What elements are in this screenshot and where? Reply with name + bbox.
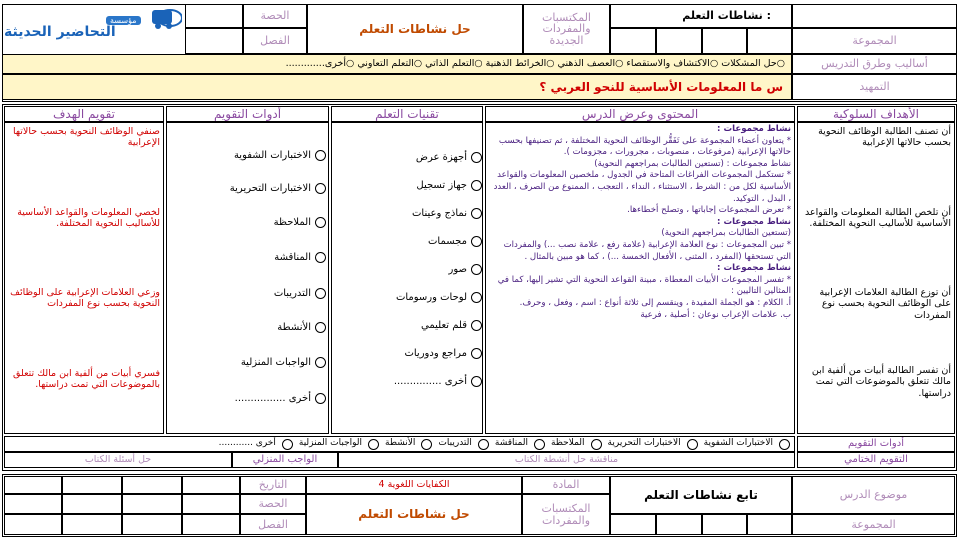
footer-title: حل نشاطات التعلم <box>306 494 522 535</box>
tools-column <box>166 122 329 434</box>
radio-circle-icon[interactable] <box>315 183 326 194</box>
logo-small-text: مؤسسة <box>106 16 141 25</box>
radio-circle-icon[interactable] <box>591 439 602 450</box>
methods-label: أساليب وطرق التدريس <box>792 54 957 74</box>
empty-cell <box>4 514 62 535</box>
techniques-column <box>331 122 483 434</box>
subject-label: المادة <box>522 476 610 494</box>
empty-cell <box>62 514 122 535</box>
empty-cell <box>182 494 240 514</box>
radio-circle-icon[interactable] <box>315 217 326 228</box>
content-line: (تستعين الطالبات بمراجعهم النحوية) <box>661 228 791 239</box>
empty-cell <box>122 476 182 494</box>
assessment-item: لخصي المعلومات والقواعد الأساسية للأساليب النحوية المختلفة. <box>17 207 160 230</box>
radio-circle-icon[interactable] <box>471 152 482 163</box>
content-line: * تبين المجموعات : نوع العلامة الإعرابية (علامة رفع ، علامة نصب ...) والمفردات التي تستحقها (المفرد ، المثنى ، الأفعال الخمسة ...) ، كما هو مبين بالمثال . <box>503 239 791 262</box>
methods-options: ○حل المشكلات ○الاكتشاف والاستقصاء ○العصف الذهني ○الخرائط الذهنية ○التعلم الذاتي ○التعلم التعاوني ○أخرى............. <box>2 54 792 74</box>
radio-circle-icon[interactable] <box>471 208 482 219</box>
intro-label: التمهيد <box>792 74 957 100</box>
empty-cell <box>792 4 957 28</box>
techniques-header: تقنيات التعلم <box>331 106 483 122</box>
homework-label: الواجب المنزلي <box>232 452 338 468</box>
content-line: نشاط مجموعات : <box>717 124 791 134</box>
tool-option[interactable]: الملاحظة <box>274 217 326 228</box>
technique-option[interactable]: مجسمات <box>428 236 482 247</box>
tool-option[interactable]: الأنشطة <box>277 322 326 333</box>
tools-header: أدوات التقويم <box>166 106 329 122</box>
bottom-tools-row: الاختبارات الشفوية الاختبارات التحريرية الملاحظة المناقشة التدريبات الأنشطة الواجبات المنزلية أخرى ............ <box>4 436 795 452</box>
footer-session-label: الحصة <box>240 494 306 514</box>
acquired-label: المكتسبات والمفردات الجديدة <box>523 4 610 54</box>
empty-cell <box>62 494 122 514</box>
objective-item: أن تفسر الطالبة أبيات من ألفية ابن مالك تتعلق بالموضوعات التي تمت دراستها. <box>811 365 951 399</box>
technique-option[interactable]: قلم تعليمي <box>421 320 482 331</box>
final-assessment-text: مناقشة حل أنشطة الكتاب <box>338 452 795 468</box>
content-line: * تستكمل المجموعات الفراغات المتاحة في الجدول ، ملخصين المعلومات والقواعد الأساسية لكل من : الشرط ، الاستثناء ، النداء ، التعجب ، الممنوع من الصرف ، العدد ، البدل ، التوكيد. <box>493 170 791 204</box>
footer-acquired-label: المكتسبات والمفردات <box>522 494 610 535</box>
empty-cell <box>122 514 182 535</box>
technique-option[interactable]: أخرى ............... <box>394 376 482 387</box>
bottom-tools-label: أدوات التقويم <box>797 436 955 452</box>
empty-cell <box>4 476 62 494</box>
radio-circle-icon[interactable] <box>687 439 698 450</box>
empty-cell <box>656 514 702 535</box>
radio-circle-icon[interactable] <box>282 439 293 450</box>
radio-circle-icon[interactable] <box>315 150 326 161</box>
assessment-item: فسري أبيات من ألفية ابن مالك تتعلق بالموضوعات التي تمت دراستها. <box>13 368 160 391</box>
content-line: * يتعاون أعضاء المجموعة على تَفَقُّر الوظائف النحوية المختلفة ، ثم تصنيفها بحسب حالاتها الإعرابية (مرفوعات ، منصوبات ، مجرورات ، مجزومات ). <box>498 135 791 158</box>
empty-cell <box>185 4 243 28</box>
tool-option[interactable]: الاختبارات الشفوية <box>234 150 326 161</box>
empty-cell <box>656 28 702 54</box>
radio-circle-icon[interactable] <box>534 439 545 450</box>
technique-option[interactable]: أجهزة عرض <box>416 152 482 163</box>
empty-cell <box>702 514 747 535</box>
content-line: ب. علامات الإعراب نوعان : أصلية ، فرعية <box>640 309 791 320</box>
session-label: الحصة <box>243 4 307 28</box>
empty-cell <box>122 494 182 514</box>
logo-title: التحاضير الحديثة <box>4 24 116 40</box>
content-line: أ. الكلام : هو الجملة المفيدة ، وينقسم إلى ثلاثة أنواع : اسم ، وفعل ، وحرف. <box>519 297 791 308</box>
content-line: نشاط مجموعات : <box>717 263 791 274</box>
radio-circle-icon[interactable] <box>471 264 482 275</box>
content-line: * تعرض المجموعات إجاباتها ، وتصلح أخطاءها. <box>627 205 791 216</box>
radio-circle-icon[interactable] <box>368 439 379 450</box>
book-label: الكفايات اللغوية 4 <box>306 476 522 494</box>
empty-cell <box>4 494 62 514</box>
content-header: المحتوى وعرض الدرس <box>485 106 795 122</box>
objective-item: أن تلخص الطالبة المعلومات والقواعد الأساسية للأساليب النحوية المختلفة. <box>804 207 951 230</box>
empty-cell <box>610 514 656 535</box>
footer-group-label: المجموعة <box>792 514 955 535</box>
content-line: * تفسر المجموعات الأبيات المعطاة ، مبينة القواعد النحوية التي تشير إليها، كما في المثالين التاليين : <box>497 274 791 297</box>
tool-option[interactable]: أخرى ................ <box>235 393 326 404</box>
empty-cell <box>185 28 243 54</box>
technique-option[interactable]: لوحات ورسومات <box>396 292 482 303</box>
class-label: الفصل <box>243 28 307 54</box>
radio-circle-icon[interactable] <box>315 288 326 299</box>
radio-circle-icon[interactable] <box>471 348 482 359</box>
radio-circle-icon[interactable] <box>471 292 482 303</box>
assessment-item: وزعي العلامات الإعرابية على الوظائف النحوية بحسب نوع المفردات <box>10 287 160 310</box>
tool-option[interactable]: التدريبات <box>274 288 326 299</box>
objectives-header: الأهداف السلوكية <box>797 106 955 122</box>
radio-circle-icon[interactable] <box>315 393 326 404</box>
empty-cell <box>747 28 792 54</box>
radio-circle-icon[interactable] <box>478 439 489 450</box>
technique-option[interactable]: صور <box>449 264 483 275</box>
footer-class-label: الفصل <box>240 514 306 535</box>
radio-circle-icon[interactable] <box>421 439 432 450</box>
date-label: التاريخ <box>240 476 306 494</box>
lesson-title: حل نشاطات التعلم <box>307 4 523 54</box>
technique-option[interactable]: نماذج وعينات <box>412 208 482 219</box>
radio-circle-icon[interactable] <box>779 439 790 450</box>
tool-option[interactable]: الاختبارات التحريرية <box>230 183 326 194</box>
radio-circle-icon[interactable] <box>471 320 482 331</box>
radio-circle-icon[interactable] <box>315 252 326 263</box>
assessment-header: تقويم الهدف <box>4 106 164 122</box>
empty-cell <box>62 476 122 494</box>
topic-label: موضوع الدرس <box>792 476 955 514</box>
empty-cell <box>702 28 747 54</box>
topic-value: تابع نشاطات التعلم <box>610 476 792 514</box>
technique-option[interactable]: جهاز تسجيل <box>416 180 482 191</box>
activities-label: : نشاطات التعلم <box>610 4 792 28</box>
intro-question: س ما المعلومات الأساسية للنحو العربي ؟ <box>2 74 792 100</box>
technique-option[interactable]: مراجع ودوريات <box>404 348 482 359</box>
content-line: نشاط مجموعات : (تستعين الطالبات بمراجعهم النحوية) <box>594 158 791 169</box>
final-assessment-label: التقويم الختامي <box>797 452 955 468</box>
content-line: نشاط مجموعات : <box>717 216 791 227</box>
empty-cell <box>747 514 792 535</box>
objective-item: أن توزع الطالبة العلامات الإعرابية على الوظائف النحوية بحسب نوع المفردات <box>819 287 951 321</box>
empty-cell <box>182 514 240 535</box>
objective-item: أن تصنف الطالبة الوظائف النحوية بحسب حالاتها الإعرابية <box>818 126 951 149</box>
tool-option[interactable]: المناقشة <box>274 252 326 263</box>
empty-cell <box>182 476 240 494</box>
tool-option[interactable]: الواجبات المنزلية <box>241 357 326 368</box>
radio-circle-icon[interactable] <box>471 236 482 247</box>
empty-cell <box>610 28 656 54</box>
radio-circle-icon[interactable] <box>315 357 326 368</box>
assessment-item: صنفي الوظائف النحوية بحسب حالاتها الإعرابية <box>13 126 160 149</box>
radio-circle-icon[interactable] <box>471 180 482 191</box>
lesson-content <box>489 124 791 432</box>
logo <box>2 4 182 54</box>
homework-text: حل أسئلة الكتاب <box>4 452 232 468</box>
group-label: المجموعة <box>792 28 957 54</box>
radio-circle-icon[interactable] <box>471 376 482 387</box>
radio-circle-icon[interactable] <box>315 322 326 333</box>
